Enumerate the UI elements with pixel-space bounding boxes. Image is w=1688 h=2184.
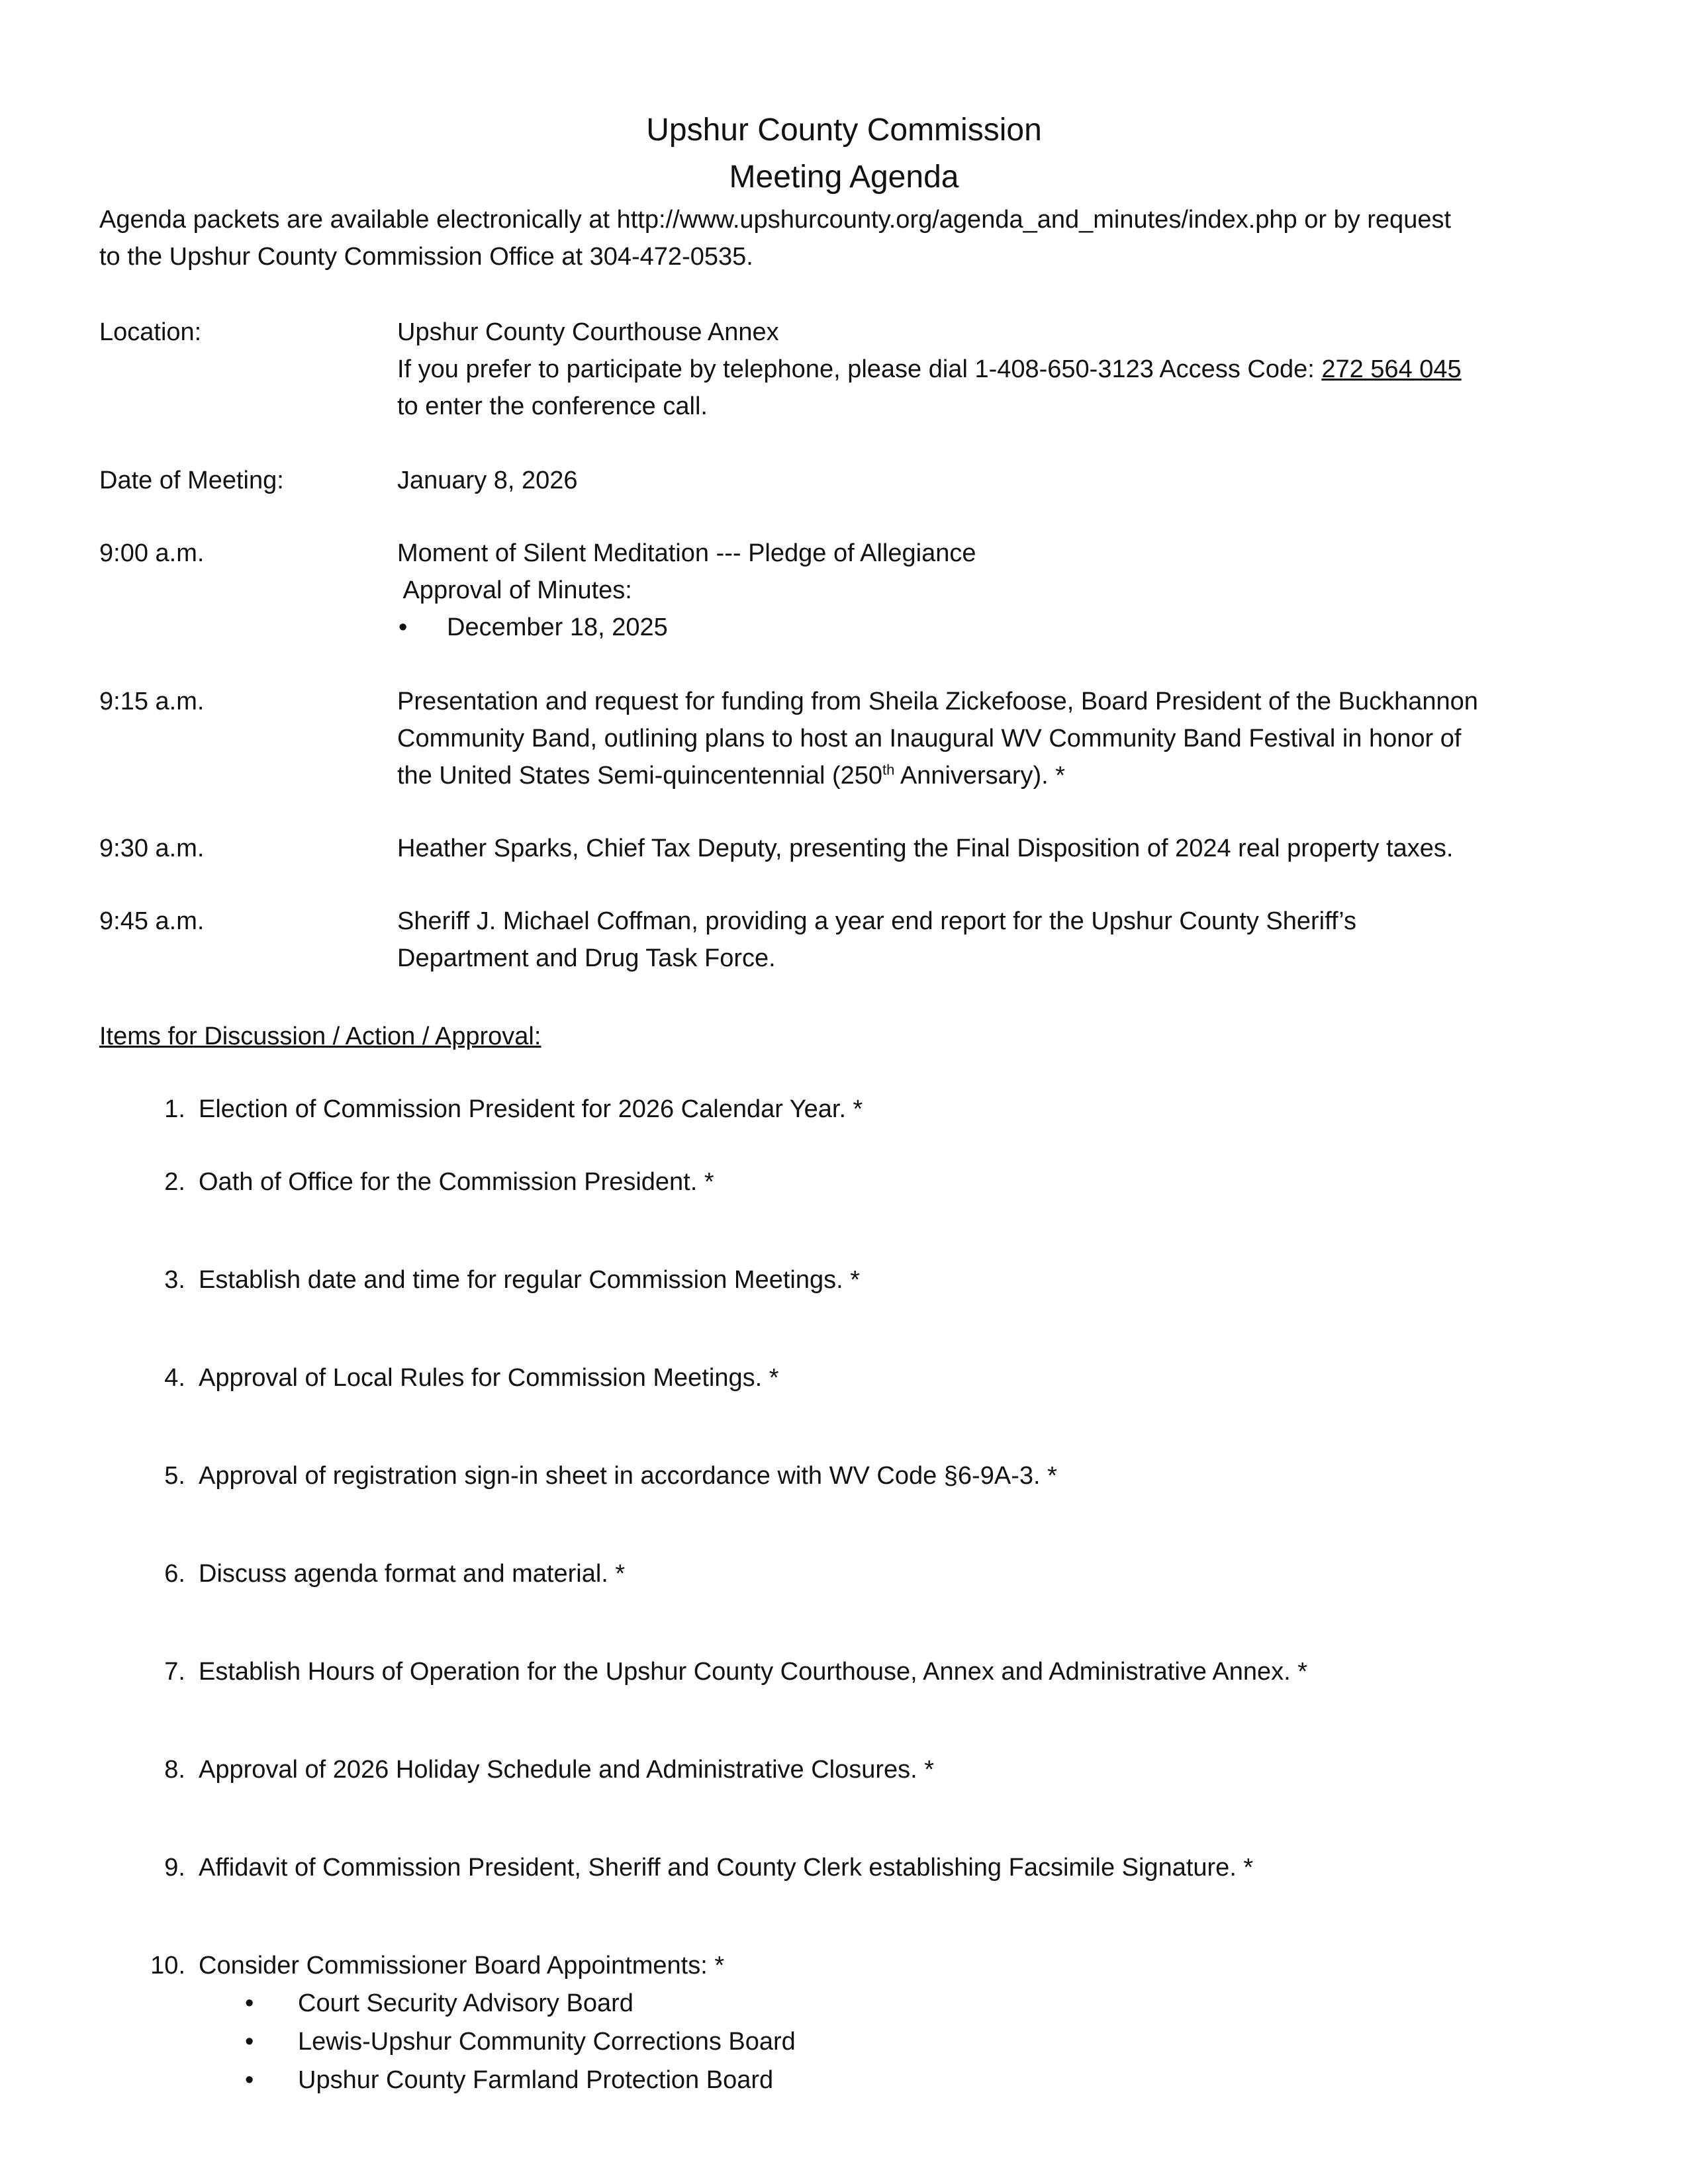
board-name: Lewis-Upshur Community Corrections Board (298, 2028, 796, 2056)
item-text: Affidavit of Commission President, Sheriff and County Clerk establishing Facsimile Signature. * (199, 1854, 1254, 1882)
document-subtitle: Meeting Agenda (729, 159, 959, 195)
schedule-text: the United States Semi-quincentennial (250 (397, 762, 883, 790)
board-name: Court Security Advisory Board (298, 1989, 633, 2017)
telephone-line (397, 351, 1602, 388)
schedule-time: 9:45 a.m. (99, 907, 205, 935)
date-label: Date of Meeting: (99, 467, 284, 494)
item-text: Establish Hours of Operation for the Upshur County Courthouse, Annex and Administrative Annex. * (199, 1658, 1308, 1686)
item-number: 6. (164, 1560, 185, 1588)
location-label: Location: (99, 318, 202, 346)
bullet-icon: • (245, 2066, 254, 2094)
item-text: Oath of Office for the Commission President. * (199, 1168, 714, 1196)
item-text: Approval of Local Rules for Commission Meetings. * (199, 1364, 779, 1392)
schedule-content (397, 535, 1602, 646)
schedule-line: Department and Drug Task Force. (397, 944, 776, 972)
location-name: Upshur County Courthouse Annex (397, 318, 779, 346)
intro-line-1: Agenda packets are available electronically at http://www.upshurcounty.org/agenda_and_minutes/index.php or by request (99, 206, 1452, 234)
telephone-text: If you prefer to participate by telephone, please dial 1-408-650-3123 Access Code: (397, 355, 1322, 383)
bullet-icon: • (245, 1989, 254, 2017)
minutes-bullet-item (397, 609, 1602, 646)
intro-paragraph (99, 201, 1595, 275)
date-value: January 8, 2026 (397, 467, 578, 494)
item-number: 3. (164, 1266, 185, 1294)
item-number: 7. (164, 1658, 185, 1686)
minutes-date: December 18, 2025 (447, 614, 668, 641)
item-number: 4. (164, 1364, 185, 1392)
item-number: 1. (164, 1095, 185, 1123)
item-number: 8. (164, 1756, 185, 1784)
schedule-line: Community Band, outlining plans to host an Inaugural WV Community Band Festival in honor of (397, 725, 1462, 752)
schedule-content (397, 903, 1602, 977)
superscript: th (882, 761, 895, 778)
schedule-line: Heather Sparks, Chief Tax Deputy, presenting the Final Disposition of 2024 real property taxes. (397, 835, 1454, 862)
schedule-time: 9:30 a.m. (99, 835, 205, 862)
schedule-time: 9:15 a.m. (99, 688, 205, 715)
discussion-heading: Items for Discussion / Action / Approval: (99, 1023, 541, 1050)
item-text: Approval of registration sign-in sheet in accordance with WV Code §6-9A-3. * (199, 1462, 1057, 1490)
item-text: Discuss agenda format and material. * (199, 1560, 626, 1588)
intro-line-2: to the Upshur County Commission Office at 304-472-0535. (99, 243, 753, 271)
schedule-line: Approval of Minutes: (397, 576, 632, 604)
item-text: Consider Commissioner Board Appointments: * (199, 1952, 725, 1979)
bullet-icon: • (245, 2028, 254, 2056)
schedule-content (397, 683, 1602, 794)
schedule-line: Moment of Silent Meditation --- Pledge of Allegiance (397, 539, 976, 567)
location-content (397, 314, 1602, 425)
item-number: 2. (164, 1168, 185, 1196)
item-number: 10. (150, 1952, 185, 1979)
access-code: 272 564 045 (1321, 355, 1462, 383)
item-text: Approval of 2026 Holiday Schedule and Administrative Closures. * (199, 1756, 935, 1784)
schedule-time: 9:00 a.m. (99, 539, 205, 567)
bullet-icon: • (399, 614, 408, 641)
schedule-line (397, 757, 1602, 794)
item-number: 9. (164, 1854, 185, 1882)
item-text: Election of Commission President for 2026 Calendar Year. * (199, 1095, 863, 1123)
board-name: Upshur County Farmland Protection Board (298, 2066, 774, 2094)
document-title: Upshur County Commission (646, 113, 1042, 148)
item-number: 5. (164, 1462, 185, 1490)
schedule-line: Sheriff J. Michael Coffman, providing a year end report for the Upshur County Sheriff’s (397, 907, 1356, 935)
schedule-text: Anniversary). * (894, 762, 1066, 790)
schedule-line: Presentation and request for funding from Sheila Zickefoose, Board President of the Buckhannon (397, 688, 1478, 715)
conference-call-line: to enter the conference call. (397, 392, 708, 420)
item-text: Establish date and time for regular Commission Meetings. * (199, 1266, 861, 1294)
schedule-content (397, 830, 1602, 867)
